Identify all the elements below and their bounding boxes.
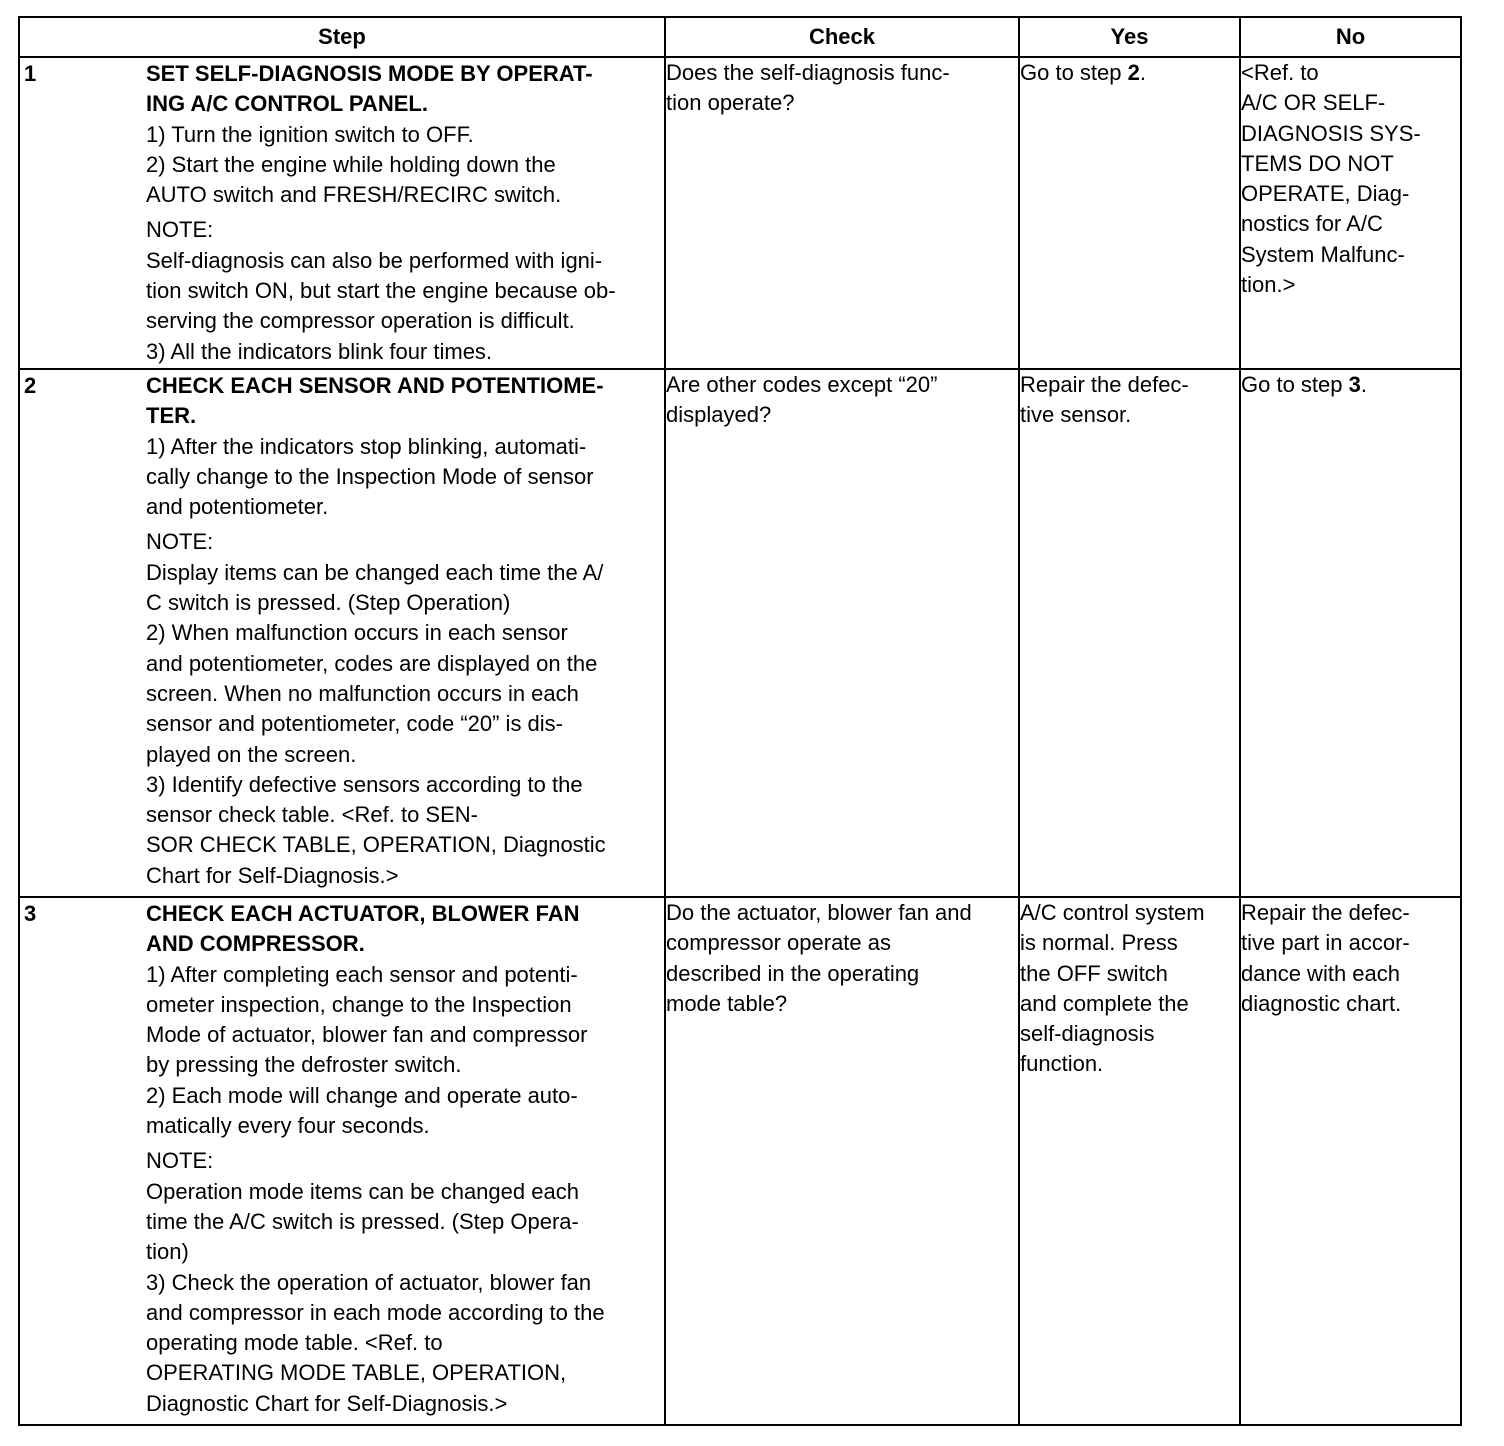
yes-cell: Repair the defec- tive sensor. bbox=[1019, 369, 1240, 897]
step-number: 3 bbox=[24, 901, 37, 926]
step-number: 1 bbox=[24, 61, 37, 86]
no-cell: Repair the defec- tive part in accor- dance with each diagnostic chart. bbox=[1240, 897, 1461, 1425]
step-title: SET SELF-DIAGNOSIS MODE BY OPERAT- ING A/C CONTROL PANEL. bbox=[146, 61, 593, 117]
yes-cell: Go to step 2. bbox=[1019, 57, 1240, 369]
step-cell bbox=[19, 57, 665, 369]
header-check: Check bbox=[665, 17, 1019, 57]
yes-cell: A/C control system is normal. Press the OFF switch and complete the self-diagnosis function. bbox=[1019, 897, 1240, 1425]
header-row bbox=[19, 17, 1461, 57]
step-cell bbox=[19, 897, 665, 1425]
note-label: NOTE: bbox=[146, 217, 214, 243]
table-row bbox=[19, 57, 1461, 369]
check-cell: Are other codes except “20” displayed? bbox=[665, 369, 1019, 897]
step-text: SET SELF-DIAGNOSIS MODE BY OPERAT- ING A/C CONTROL PANEL. 1) Turn the ignition switch to OFF. 2) Start the engine while holding down the AUTO switch and FRESH/RECIRC switch. NOTE: Self-diagnosis can also be performed with igni- tion switch ON, but start the engine because ob- serving the compressor operation is difficult. 3) All the indicators blink four times. bbox=[146, 58, 664, 367]
step-title: CHECK EACH SENSOR AND POTENTIOME- TER. bbox=[146, 373, 604, 429]
check-cell: Do the actuator, blower fan and compressor operate as described in the operating mode table? bbox=[665, 897, 1019, 1425]
step-title: CHECK EACH ACTUATOR, BLOWER FAN AND COMPRESSOR. bbox=[146, 901, 580, 957]
step-text: CHECK EACH SENSOR AND POTENTIOME- TER. 1) After the indicators stop blinking, automati- cally change to the Inspection Mode of sensor and potentiometer. NOTE: Display items can be changed each time the A/ C switch is pressed. (Step Operation) 2) When malfunction occurs in each sensor and potentiometer, codes are displayed on the screen. When no malfunction occurs in each sensor and potentiometer, code “20” is dis- played on the screen. 3) Identify defective sensors according to the sensor check table. <Ref. to SEN- SOR CHECK TABLE, OPERATION, Diagnostic Chart for Self-Diagnosis.> bbox=[146, 370, 664, 891]
step-link: 2 bbox=[1127, 60, 1140, 85]
diagnostic-table bbox=[18, 16, 1462, 1426]
check-cell: Does the self-diagnosis func- tion operate? bbox=[665, 57, 1019, 369]
no-cell: <Ref. to A/C OR SELF- DIAGNOSIS SYS- TEMS DO NOT OPERATE, Diag- nostics for A/C System Malfunc- tion.> bbox=[1240, 57, 1461, 369]
table-row bbox=[19, 897, 1461, 1425]
note-label: NOTE: bbox=[146, 1148, 214, 1174]
step-link: 3 bbox=[1348, 372, 1361, 397]
step-cell bbox=[19, 369, 665, 897]
note-label: NOTE: bbox=[146, 529, 214, 555]
step-number: 2 bbox=[24, 373, 37, 398]
header-no: No bbox=[1240, 17, 1461, 57]
header-step: Step bbox=[19, 17, 665, 57]
no-cell: Go to step 3. bbox=[1240, 369, 1461, 897]
table-row bbox=[19, 369, 1461, 897]
step-text: CHECK EACH ACTUATOR, BLOWER FAN AND COMPRESSOR. 1) After completing each sensor and potenti- ometer inspection, change to the Inspection Mode of actuator, blower fan and compressor by pressing the defroster switch. 2) Each mode will change and operate auto- matically every four seconds. NOTE: Operation mode items can be changed each time the A/C switch is pressed. (Step Opera- tion) 3) Check the operation of actuator, blower fan and compressor in each mode according to the operating mode table. <Ref. to OPERATING MODE TABLE, OPERATION, Diagnostic Chart for Self-Diagnosis.> bbox=[146, 898, 664, 1419]
header-yes: Yes bbox=[1019, 17, 1240, 57]
